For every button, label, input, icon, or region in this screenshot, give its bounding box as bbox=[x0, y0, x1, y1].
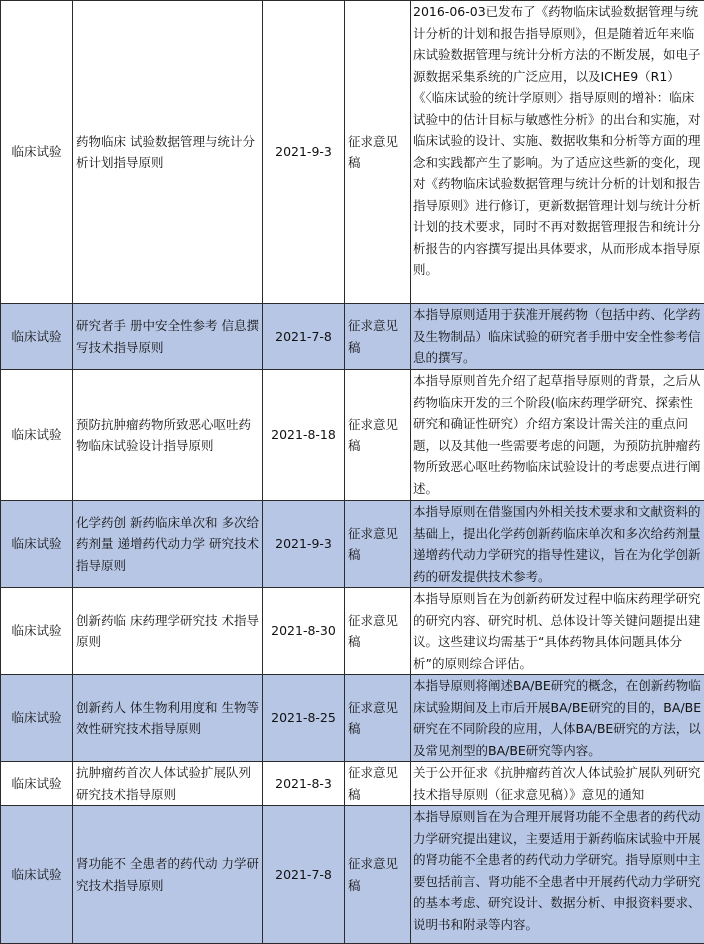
table-body bbox=[1, 1, 704, 944]
status-cell: 征求意见稿 bbox=[345, 1, 411, 304]
description-cell: 本指导原则旨在为创新药研发过程中临床药理学研究的研究内容、研究时机、总体设计等关键问题提出建议。这些建议均需基于“具体药物具体问题具体分析”的原则综合评估。 bbox=[411, 588, 704, 675]
date-cell: 2021-9-3 bbox=[263, 1, 345, 304]
table-row bbox=[1, 675, 704, 762]
title-cell: 创新药临 床药理学研究技 术指导原则 bbox=[73, 588, 263, 675]
title-cell: 创新药人 体生物利用度和 生物等效性研究技术指导原则 bbox=[73, 675, 263, 762]
title-cell: 抗肿瘤药首次人体试验扩展队列研究技术指导原则 bbox=[73, 762, 263, 806]
category-cell: 临床试验 bbox=[1, 762, 73, 806]
category-cell: 临床试验 bbox=[1, 304, 73, 370]
description-cell: 本指导原则将阐述BA/BE研究的概念，在创新药物临床试验期间及上市后开展BA/BE研究的目的，BA/BE研究在不同阶段的应用，人体BA/BE研究的方法，以及常见剂型的BA/BE研究等内容。 bbox=[411, 675, 704, 762]
title-cell: 研究者手 册中安全性参考 信息撰写技术指导原则 bbox=[73, 304, 263, 370]
title-cell: 药物临床 试验数据管理与统计分析计划指导原则 bbox=[73, 1, 263, 304]
table-row bbox=[1, 806, 704, 944]
category-cell: 临床试验 bbox=[1, 675, 73, 762]
status-cell: 征求意见稿 bbox=[345, 588, 411, 675]
status-cell: 征求意见稿 bbox=[345, 806, 411, 944]
status-cell: 征求意见稿 bbox=[345, 501, 411, 588]
category-cell: 临床试验 bbox=[1, 370, 73, 501]
category-cell: 临床试验 bbox=[1, 501, 73, 588]
category-cell: 临床试验 bbox=[1, 588, 73, 675]
table-row bbox=[1, 370, 704, 501]
title-cell: 预防抗肿瘤药物所致恶心呕吐药物临床试验设计指导原则 bbox=[73, 370, 263, 501]
table-row bbox=[1, 588, 704, 675]
date-cell: 2021-9-3 bbox=[263, 501, 345, 588]
description-cell: 本指导原则在借鉴国内外相关技术要求和文献资料的基础上，提出化学药创新药临床单次和多次给药剂量递增药代动力学研究的指导性建议，旨在为化学创新药的研发提供技术参考。 bbox=[411, 501, 704, 588]
date-cell: 2021-8-25 bbox=[263, 675, 345, 762]
table-row bbox=[1, 304, 704, 370]
description-cell: 本指导原则旨在为合理开展肾功能不全患者的药代动力学研究提出建议，主要适用于新药临床试验中开展的肾功能不全患者的药代动力学研究。指导原则中主要包括前言、肾功能不全患者中开展药代动力学研究的基本考虑、研究设计、数据分析、申报资料要求、说明书和附录等内容。 bbox=[411, 806, 704, 944]
table-row bbox=[1, 762, 704, 806]
date-cell: 2021-8-18 bbox=[263, 370, 345, 501]
status-cell: 征求意见稿 bbox=[345, 762, 411, 806]
table-row bbox=[1, 501, 704, 588]
description-cell: 关于公开征求《抗肿瘤药首次人体试验扩展队列研究技术指导原则（征求意见稿）》意见的通知 bbox=[411, 762, 704, 806]
date-cell: 2021-7-8 bbox=[263, 806, 345, 944]
table-row bbox=[1, 1, 704, 304]
title-cell: 肾功能不 全患者的药代动 力学研究技术指导原则 bbox=[73, 806, 263, 944]
category-cell: 临床试验 bbox=[1, 806, 73, 944]
status-cell: 征求意见稿 bbox=[345, 304, 411, 370]
status-cell: 征求意见稿 bbox=[345, 675, 411, 762]
category-cell: 临床试验 bbox=[1, 1, 73, 304]
status-cell: 征求意见稿 bbox=[345, 370, 411, 501]
date-cell: 2021-8-3 bbox=[263, 762, 345, 806]
description-cell: 本指导原则首先介绍了起草指导原则的背景，之后从药物临床开发的三个阶段(临床药理学研究、探索性研究和确证性研究）介绍方案设计需关注的重点问题，以及其他一些需要考虑的问题，为预防抗肿瘤药物所致恶心呕吐药物临床试验设计的考虑要点进行阐述。 bbox=[411, 370, 704, 501]
title-cell: 化学药创 新药临床单次和 多次给药剂量 递增药代动力学 研究技术指导原则 bbox=[73, 501, 263, 588]
date-cell: 2021-7-8 bbox=[263, 304, 345, 370]
date-cell: 2021-8-30 bbox=[263, 588, 345, 675]
description-cell: 本指导原则适用于获准开展药物（包括中药、化学药及生物制品）临床试验的研究者手册中安全性参考信息的撰写。 bbox=[411, 304, 704, 370]
description-cell: 2016-06-03已发布了《药物临床试验数据管理与统计分析的计划和报告指导原则》，但是随着近年来临床试验数据管理与统计分析方法的不断发展，如电子源数据采集系统的广泛应用，以及ICHE9（R1）《〈临床试验的统计学原则〉指导原则的增补：临床试验中的估计目标与敏感性分析》的出台和实施，对临床试验的设计、实施、数据收集和分析等方面的理念和实践都产生了影响。为了适应这些新的变化，现对《药物临床试验数据管理与统计分析的计划和报告指导原则》进行修订，更新数据管理计划与统计分析计划的技术要求，同时不再对数据管理报告和统计分析报告的内容撰写提出具体要求，从而形成本指导原则。 bbox=[411, 1, 704, 304]
